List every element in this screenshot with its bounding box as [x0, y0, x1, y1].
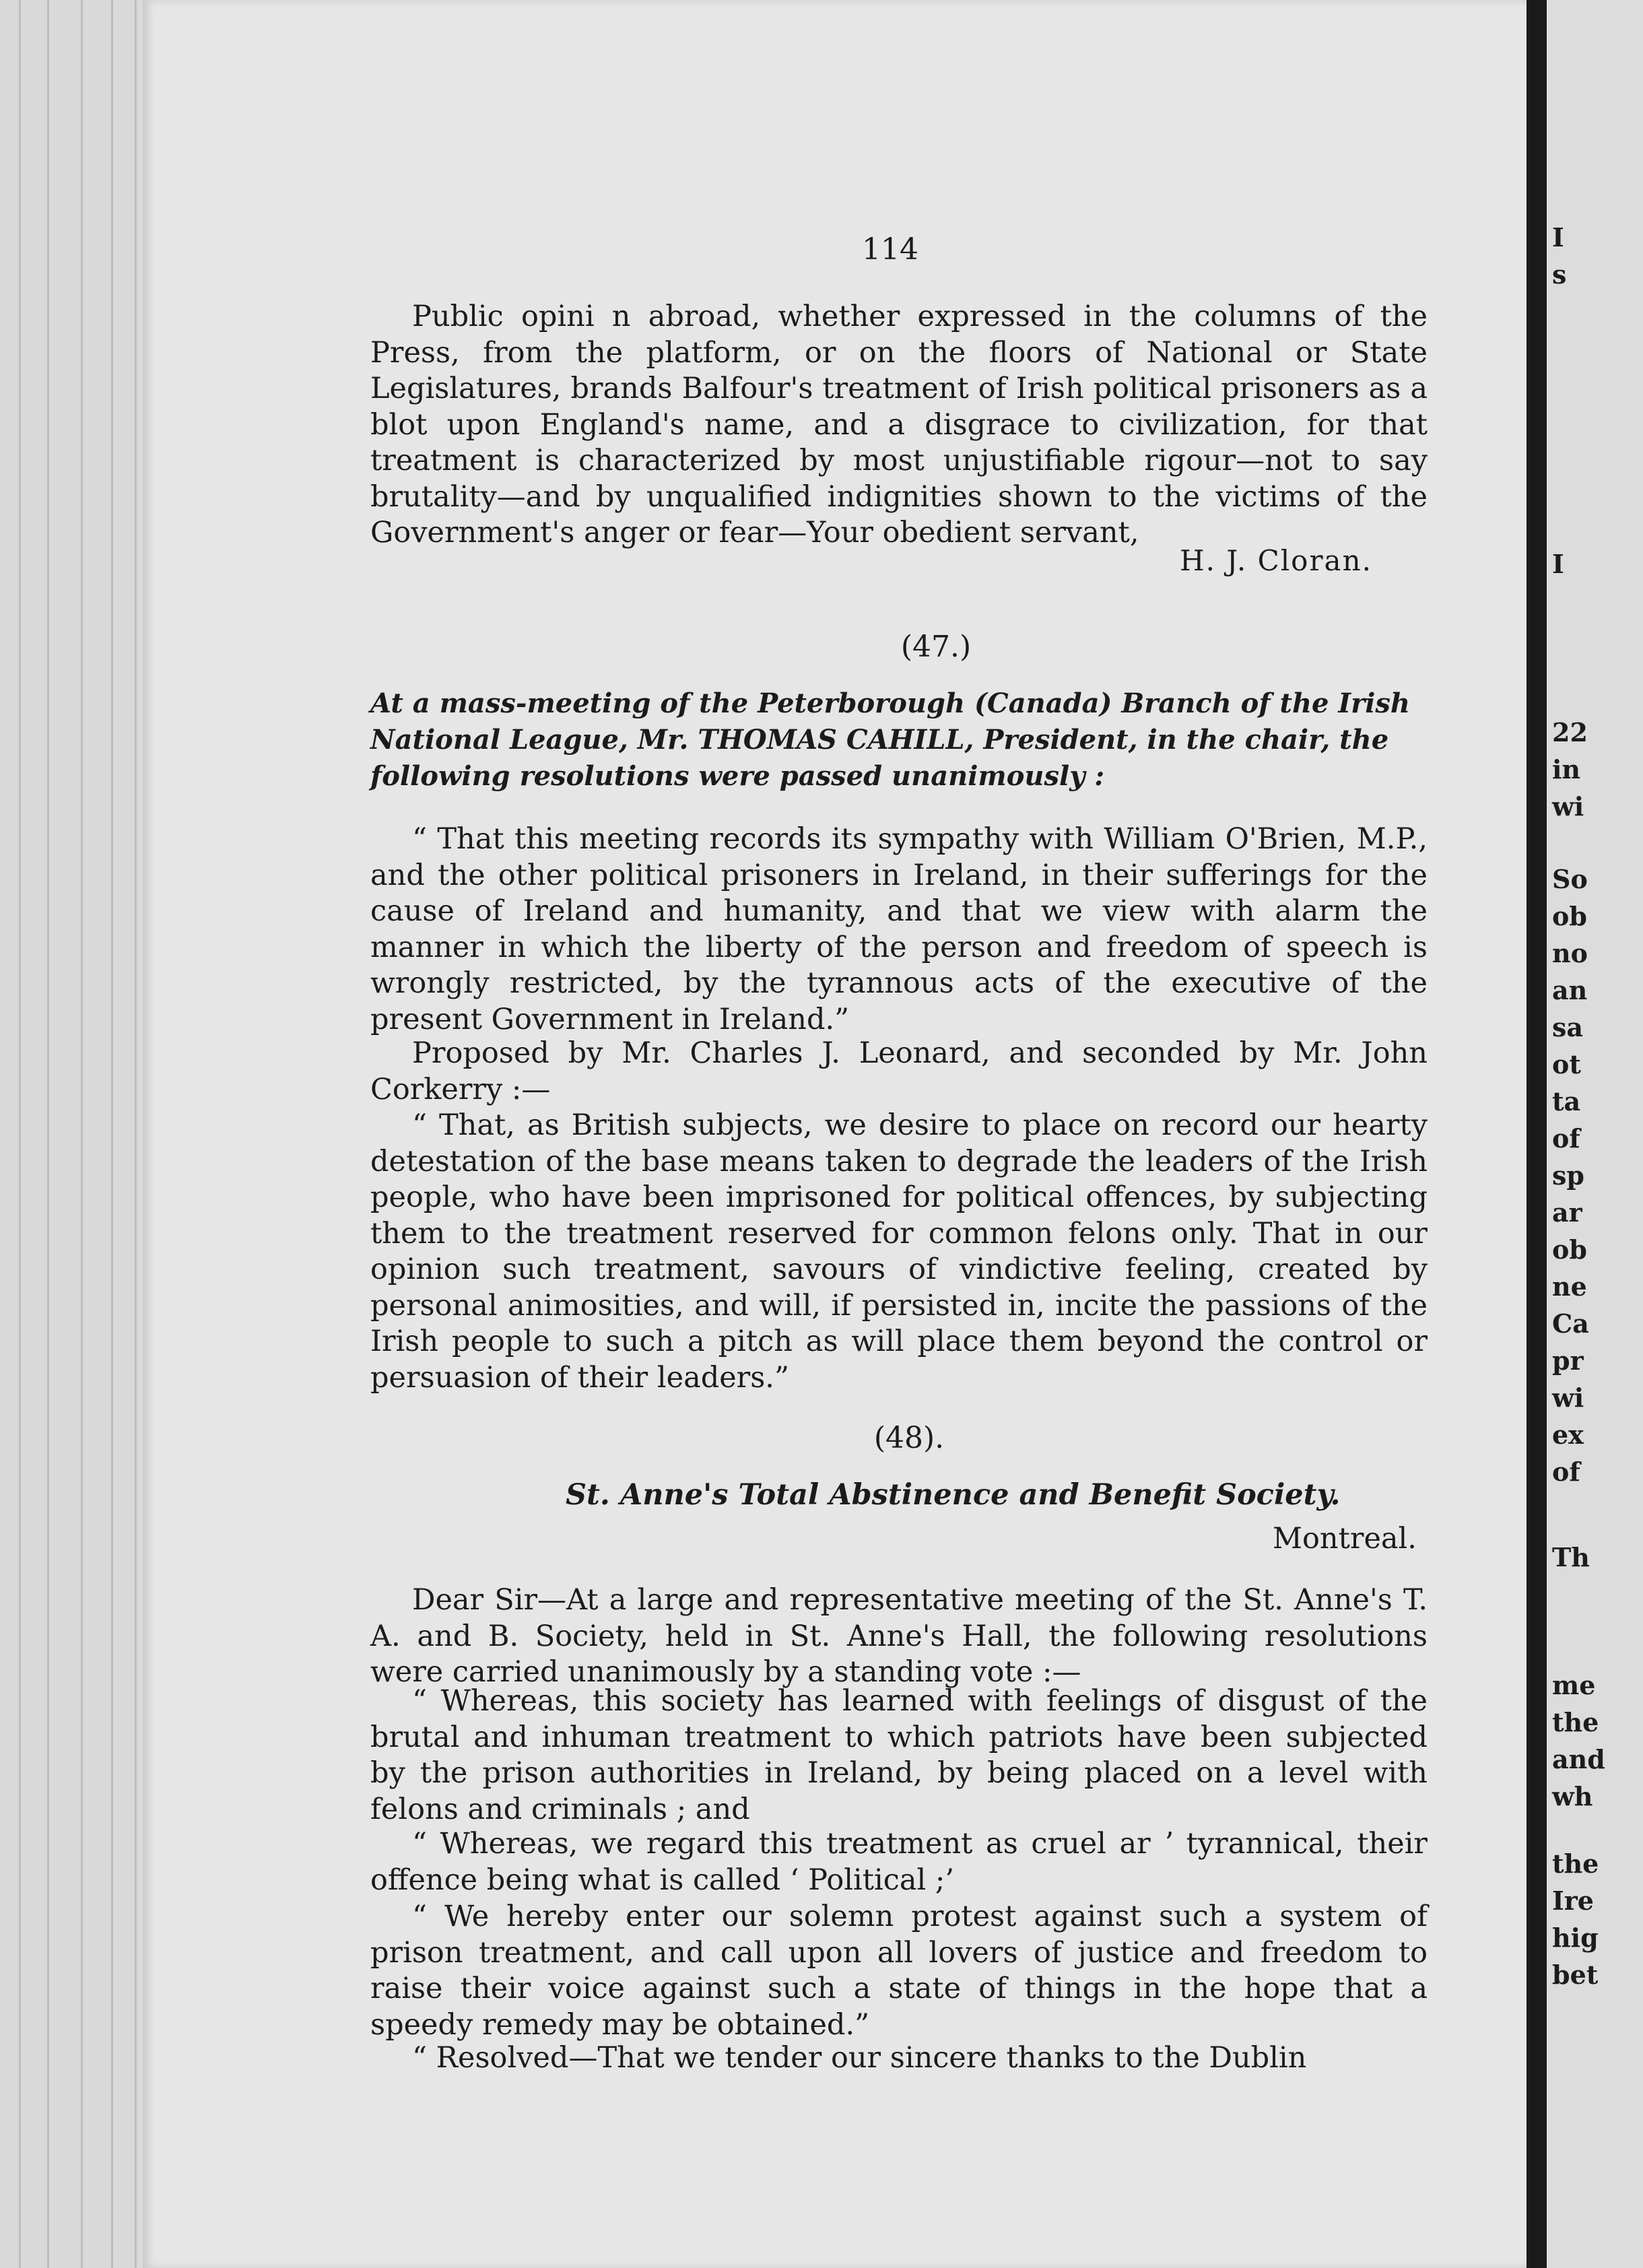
signature: H. J. Cloran.	[1180, 544, 1372, 577]
proposed-paragraph: Proposed by Mr. Charles J. Leonard, and seconded by Mr. John Corkerry :—	[370, 1036, 1428, 1106]
facing-fragment: ob	[1552, 901, 1587, 931]
facing-fragment: pr	[1552, 1345, 1584, 1376]
facing-fragment: sp	[1552, 1160, 1584, 1191]
page-edge-line	[135, 0, 137, 2268]
facing-fragment: in	[1552, 754, 1581, 785]
facing-fragment: ne	[1552, 1271, 1587, 1302]
book-edge	[0, 0, 145, 2268]
facing-fragment: I	[1552, 222, 1564, 253]
opening-paragraph: Public opini n abroad, whether expressed in the columns of the Press, from the platform, or on the floors of National or State Legislatures, brands Balfour's treatment of Irish political prisoners as a blot upon England's name, and a disgrace to civilization, for that treatment is characterized by most unjustifiable rigour—not to say brutality—and by unqualified indignities shown to the victims of the Government's anger or fear—Your obedient servant,	[370, 300, 1428, 549]
resolution-paragraph: “ That, as British subjects, we desire to place on record our hearty detestation of the base means taken to degrade the leaders of the Irish people, who have been imprisoned for political offences, by subjecting them to the treatment reserved for common felons only. That in our opinion such treatment, savours of vindictive feeling, created by personal animosities, and will, if persisted in, incite the passions of the Irish people to such a pitch as will place them beyond the control or persuasion of their leaders.”	[370, 1108, 1428, 1395]
page-number: 114	[862, 232, 918, 267]
facing-fragment: ar	[1552, 1197, 1582, 1228]
whereas-paragraph: “ Whereas, this society has learned with feelings of disgust of the brutal and inhuman treatment to which patriots have been subjected by the prison authorities in Ireland, by being placed on a level with felons and criminals ; and	[370, 1684, 1428, 1826]
facing-fragment: the	[1552, 1707, 1599, 1737]
facing-fragment: me	[1552, 1670, 1596, 1700]
section-number-47: (47.)	[900, 630, 972, 664]
meeting-intro: At a mass-meeting of the Peterborough (Canada) Branch of the Irish National League, Mr. THOMAS CAHILL, President, in the chair, the following resolutions were passed unanimously :	[370, 688, 1410, 792]
letter-paragraph: Dear Sir—At a large and representative meeting of the St. Anne's T. A. and B. Society, held in St. Anne's Hall, the following resolutions were carried unanimously by a standing vote :—	[370, 1583, 1428, 1689]
resolution-paragraph: “ That this meeting records its sympathy with William O'Brien, M.P., and the other political prisoners in Ireland, in their sufferings for the cause of Ireland and humanity, and that we view with alarm the manner in which the liberty of the person and freedom of speech is wrongly restricted, by the tyrannous acts of the executive of the present Government in Ireland.”	[370, 822, 1428, 1036]
facing-fragment: 22	[1552, 717, 1588, 747]
facing-fragment: ob	[1552, 1234, 1587, 1265]
resolved-paragraph: “ Resolved—That we tender our sincere thanks to the Dublin	[412, 2041, 1307, 2075]
section-number-48: (48).	[873, 1421, 945, 1455]
facing-fragment: wh	[1552, 1781, 1593, 1811]
book-spine	[1527, 0, 1547, 2268]
facing-fragment: of	[1552, 1457, 1580, 1487]
whereas-paragraph: “ Whereas, we regard this treatment as cruel ar ʼ tyrannical, their offence being what is called ‘ Political ;’	[370, 1827, 1428, 1897]
facing-fragment: wi	[1552, 791, 1584, 822]
society-heading: St. Anne's Total Abstinence and Benefit Society.	[566, 1478, 1341, 1512]
facing-fragment: ot	[1552, 1049, 1581, 1079]
facing-fragment: no	[1552, 938, 1588, 968]
facing-fragment: and	[1552, 1744, 1605, 1774]
facing-fragment: sa	[1552, 1012, 1584, 1042]
facing-fragment: ex	[1552, 1420, 1584, 1450]
facing-fragment: bet	[1552, 1960, 1599, 1990]
facing-fragment: So	[1552, 864, 1588, 894]
facing-fragment: ta	[1552, 1086, 1581, 1116]
facing-fragment: Th	[1552, 1542, 1590, 1572]
facing-fragment: I	[1552, 549, 1564, 579]
facing-fragment: of	[1552, 1123, 1580, 1154]
facing-fragment: wi	[1552, 1382, 1584, 1413]
facing-fragment: s	[1552, 259, 1567, 290]
facing-fragment: Ire	[1552, 1886, 1594, 1916]
facing-fragment: Ca	[1552, 1308, 1589, 1339]
facing-page	[1547, 0, 1643, 2268]
place-line: Montreal.	[1273, 1522, 1417, 1556]
page-edge-line	[81, 0, 83, 2268]
facing-fragment: an	[1552, 975, 1588, 1005]
page-edge-line	[111, 0, 113, 2268]
protest-paragraph: “ We hereby enter our solemn protest against such a system of prison treatment, and call upon all lovers of justice and freedom to raise their voice against such a state of things in the hope that a speedy remedy may be obtained.”	[370, 1900, 1428, 2042]
page-edge-line	[19, 0, 21, 2268]
facing-fragment: hig	[1552, 1923, 1599, 1953]
page-edge-line	[47, 0, 49, 2268]
facing-fragment: the	[1552, 1848, 1599, 1879]
